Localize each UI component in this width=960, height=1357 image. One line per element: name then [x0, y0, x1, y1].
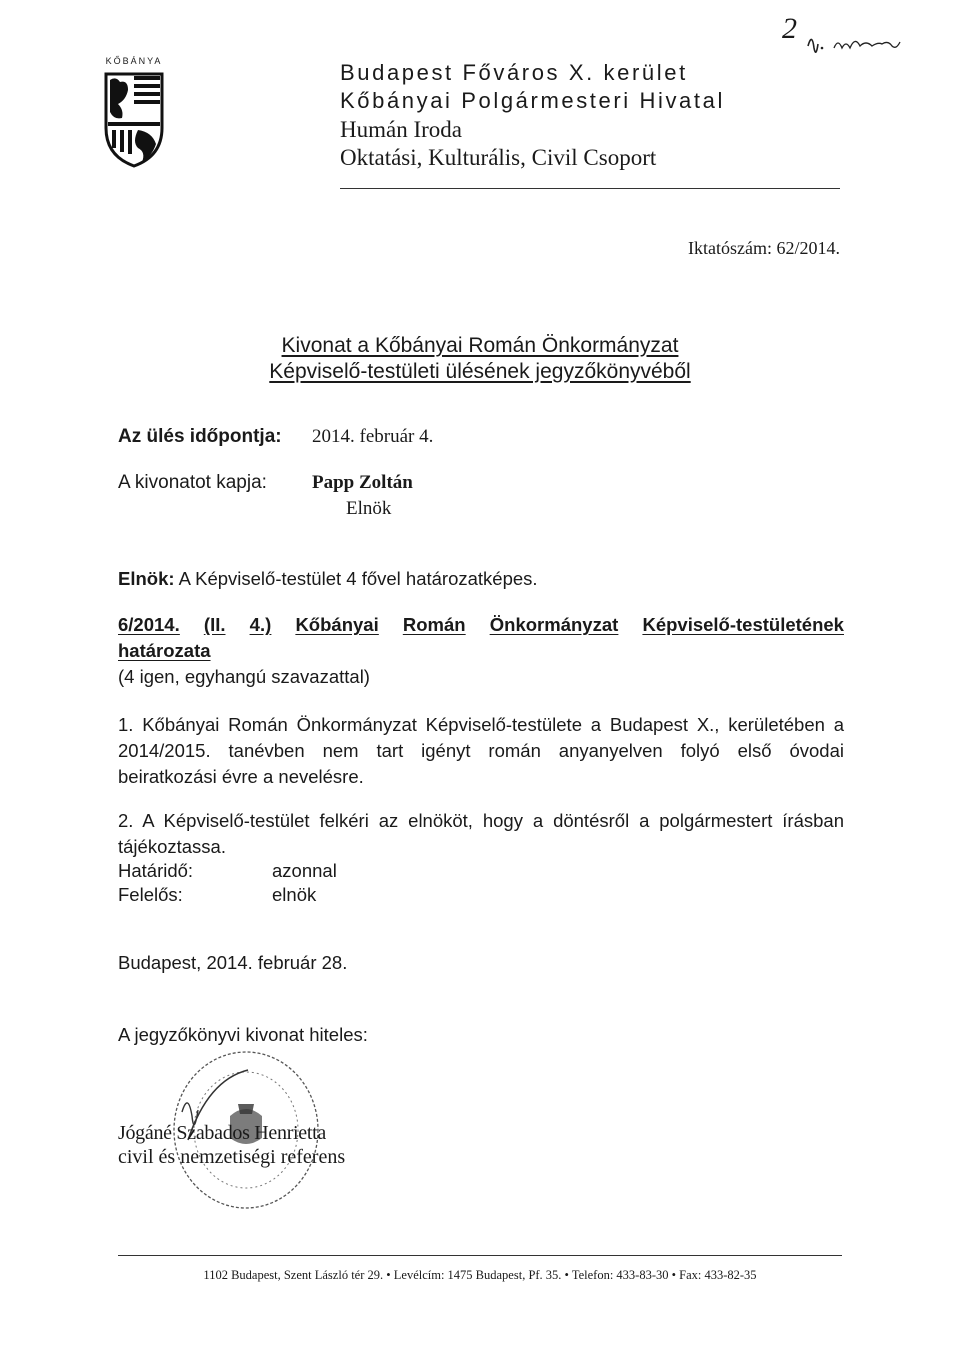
document-number: Iktatószám: 62/2014.: [688, 238, 840, 258]
recipient-name: Papp Zoltán: [312, 472, 413, 493]
header-line-4: Oktatási, Kulturális, Civil Csoport: [340, 145, 657, 170]
item-2-line-1: 2. A Képviselő-testület felkéri az elnököt, hogy a döntésről a polgármestert írásban: [118, 810, 844, 831]
item-1-line-2: 2014/2015. tanévben nem tart igényt román anyanyelven folyó első óvodai: [118, 740, 844, 761]
item-2-line-2: tájékoztassa.: [118, 836, 226, 857]
resolution-head-part: Képviselő-testületének: [642, 614, 844, 635]
meeting-date-label: Az ülés időpontja:: [118, 426, 282, 447]
footer-address: 1102 Budapest, Szent László tér 29. • Levélcím: 1475 Budapest, Pf. 35. • Telefon: 433-83-30 • Fax: 433-82-35: [203, 1268, 757, 1282]
quorum-text: A Képviselő-testület 4 fővel határozatképes.: [178, 568, 538, 589]
deadline-value: azonnal: [272, 860, 337, 881]
responsible-value: elnök: [272, 884, 317, 905]
page-number: 2: [782, 12, 797, 45]
resolution-head-part: Román: [402, 614, 466, 635]
title-line-2: Képviselő-testületi ülésének jegyzőkönyvéből: [269, 360, 691, 383]
quorum-label: Elnök:: [118, 568, 175, 589]
header-rule: [340, 188, 840, 189]
item-1-line-3: beiratkozási évre a nevelésre.: [118, 766, 364, 787]
resolution-head-part: Önkormányzat: [489, 614, 619, 635]
resolution-head-part: Kőbányai: [295, 614, 379, 635]
recipient-role: Elnök: [346, 498, 392, 519]
resolution-heading: [118, 614, 844, 636]
signatory-title: civil és nemzetiségi referens: [118, 1146, 346, 1168]
resolution-vote: (4 igen, egyhangú szavazattal): [118, 666, 370, 687]
resolution-head-part: 6/2014.: [118, 614, 180, 635]
resolution-heading-line-2: határozata: [118, 640, 211, 661]
title-line-1: Kivonat a Kőbányai Román Önkormányzat: [281, 334, 679, 357]
resolution-head-part: 4.): [249, 614, 272, 635]
recipient-label: A kivonatot kapja:: [118, 472, 267, 493]
place-date: Budapest, 2014. február 28.: [118, 952, 348, 973]
handwritten-initials-icon: [806, 28, 910, 58]
meeting-date-value: 2014. február 4.: [312, 426, 434, 447]
header-line-3: Humán Iroda: [340, 117, 462, 142]
signatory-name: Jógáné Szabados Henrietta: [118, 1122, 326, 1144]
resolution-head-part: (II.: [203, 614, 226, 635]
footer-rule: [118, 1255, 842, 1256]
item-1-line-1: 1. Kőbányai Román Önkormányzat Képviselő-testülete a Budapest X., kerületében a: [118, 714, 844, 735]
quorum-statement: [118, 568, 538, 590]
kobanya-logo: [98, 56, 170, 176]
responsible-label: Felelős:: [118, 884, 183, 905]
logo-text: KŐBÁNYA: [105, 56, 163, 66]
certification-text: A jegyzőkönyvi kivonat hiteles:: [118, 1024, 368, 1045]
coat-of-arms-icon: [100, 70, 168, 168]
deadline-label: Határidő:: [118, 860, 194, 881]
header-line-2: Kőbányai Polgármesteri Hivatal: [340, 88, 725, 113]
header-line-1: Budapest Főváros X. kerület: [340, 60, 688, 85]
page-mark: [782, 14, 912, 54]
